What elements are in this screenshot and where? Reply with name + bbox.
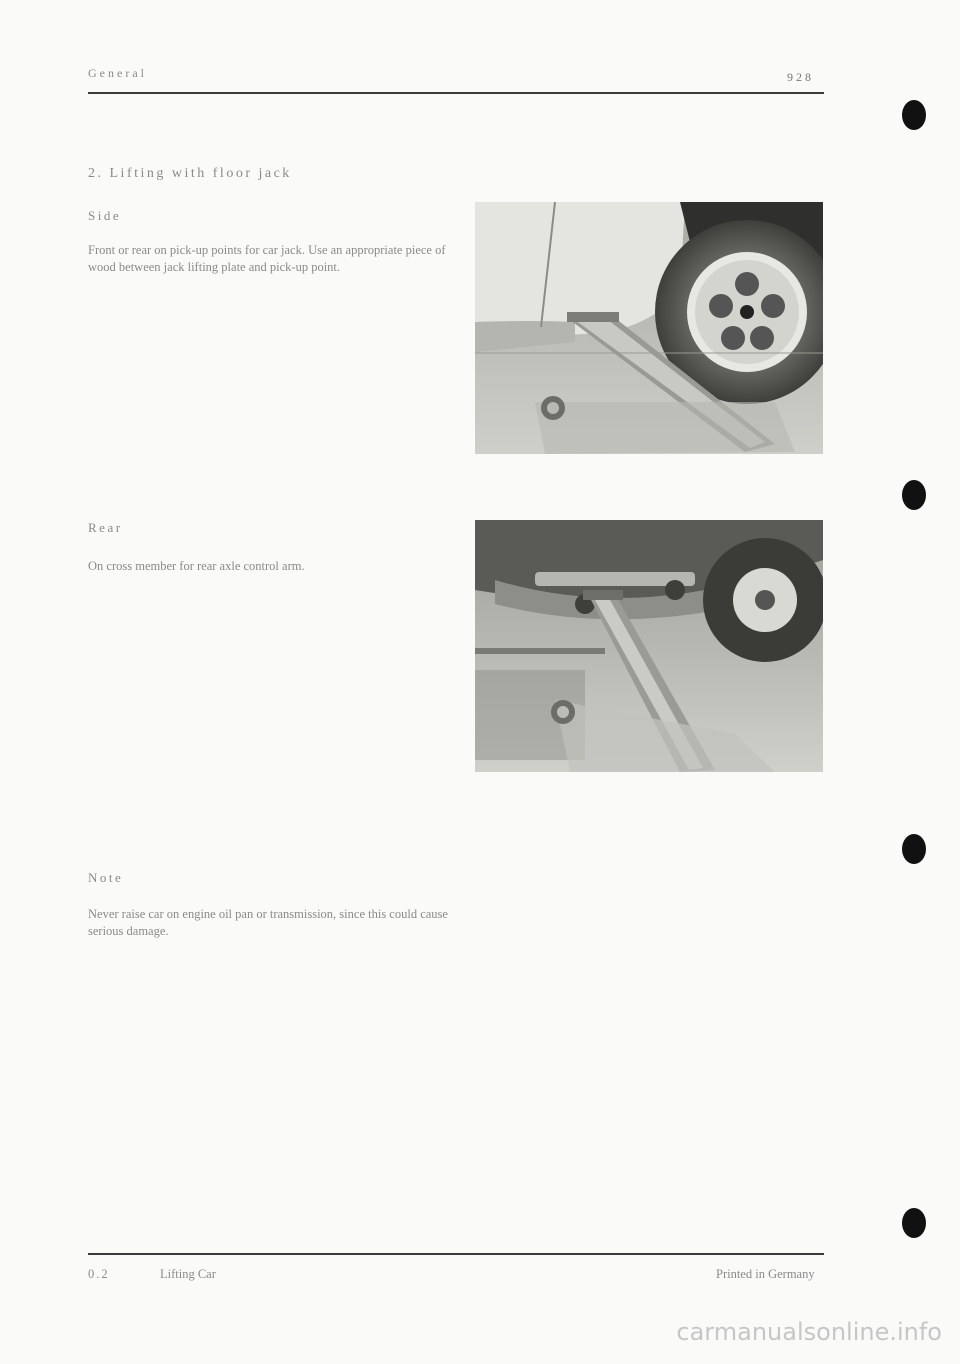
binder-hole-dot xyxy=(902,480,926,510)
subheading-rear: Rear xyxy=(88,520,123,535)
binder-hole-dot xyxy=(902,100,926,130)
section-title: 2. Lifting with floor jack xyxy=(88,166,292,181)
binder-hole-dot xyxy=(902,834,926,864)
footer-page-number: 0.2 xyxy=(88,1267,110,1281)
paragraph-note: Never raise car on engine oil pan or transmission, since this could cause serious damage. xyxy=(88,907,448,938)
subheading-note: Note xyxy=(88,870,124,885)
paragraph-rear: On cross member for rear axle control arm. xyxy=(88,559,305,573)
paragraph-side: Front or rear on pick-up points for car jack. Use an appropriate piece of wood between jack lifting plate and pick-up point. xyxy=(88,243,446,274)
running-header-model: 928 xyxy=(787,70,814,84)
photo-rear-lifting xyxy=(475,520,823,772)
subheading-side: Side xyxy=(88,208,122,223)
footer-printed: Printed in Germany xyxy=(716,1267,815,1281)
footer-rule xyxy=(88,1253,824,1255)
watermark-text: carmanualsonline.info xyxy=(676,1318,942,1346)
footer-topic: Lifting Car xyxy=(160,1267,216,1281)
photo-side-lifting xyxy=(475,202,823,454)
running-header-section: General xyxy=(88,66,147,80)
header-rule xyxy=(88,92,824,94)
binder-hole-dot xyxy=(902,1208,926,1238)
